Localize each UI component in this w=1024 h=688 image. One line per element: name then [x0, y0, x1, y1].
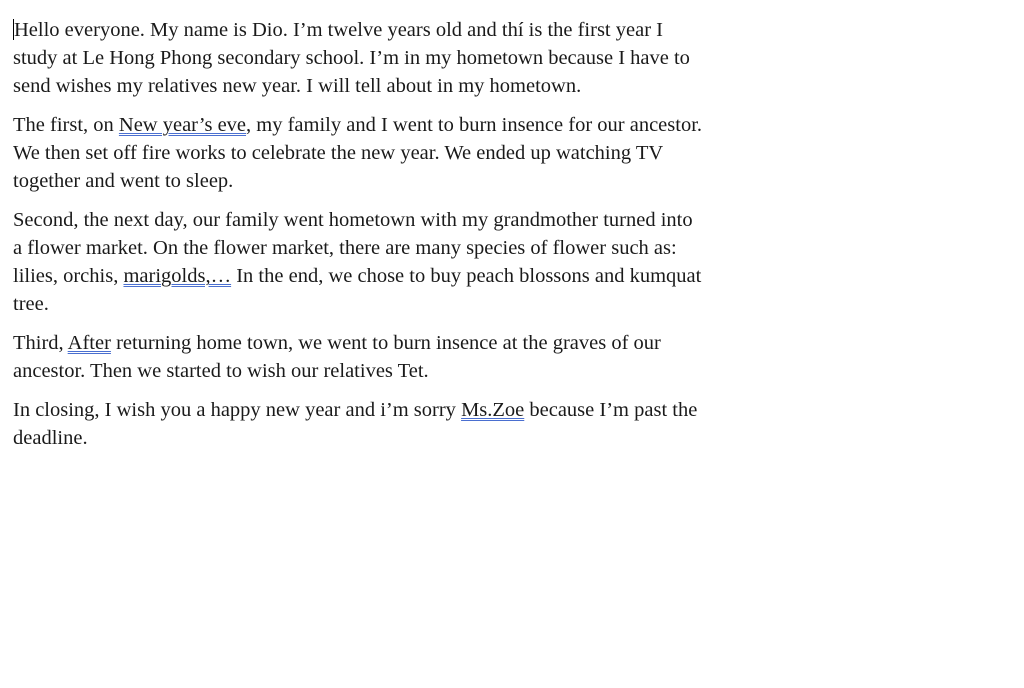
text-run: Second, the next day, our family went hometown with my grandmother turned into a flower market. On the flower market, there are many species of flower such as: lilies, orchis, — [13, 209, 698, 287]
document-body[interactable] — [13, 16, 707, 463]
paragraph-first[interactable] — [13, 111, 707, 195]
paragraph-closing[interactable] — [13, 396, 703, 452]
grammar-flagged-phrase[interactable]: marigolds,… — [123, 265, 232, 287]
grammar-flagged-phrase[interactable]: After — [67, 332, 111, 354]
text-run: The first, on — [13, 114, 119, 136]
text-run: , my family and I went to burn insence for our ancestor. We then set off fire works to celebrate the new year. We ended up watching TV together and went to sleep. — [13, 114, 707, 192]
text-run: In the end, we chose to buy peach blossons and kumquat tree. — [13, 265, 707, 315]
paragraph-intro[interactable] — [13, 16, 703, 100]
text-run: returning home town, we went to burn insence at the graves of our ancestor. Then we started to wish our relatives Tet. — [13, 332, 666, 382]
paragraph-second[interactable] — [13, 206, 707, 318]
paragraph-third[interactable] — [13, 329, 703, 385]
grammar-flagged-phrase[interactable]: Ms.Zoe — [461, 399, 525, 421]
text-run: Third, — [13, 332, 68, 354]
text-run: In closing, I wish you a happy new year and i’m sorry — [13, 399, 462, 421]
grammar-flagged-phrase[interactable]: New year’s eve — [118, 114, 247, 136]
text-run: Hello everyone. My name is Dio. I’m twelve years old and thí is the first year I study at Le Hong Phong secondary school. I’m in my hometown because I have to send wishes my relatives new year. I will tell about in my hometown. — [13, 19, 696, 97]
text-run: because I’m past the deadline. — [13, 399, 703, 449]
